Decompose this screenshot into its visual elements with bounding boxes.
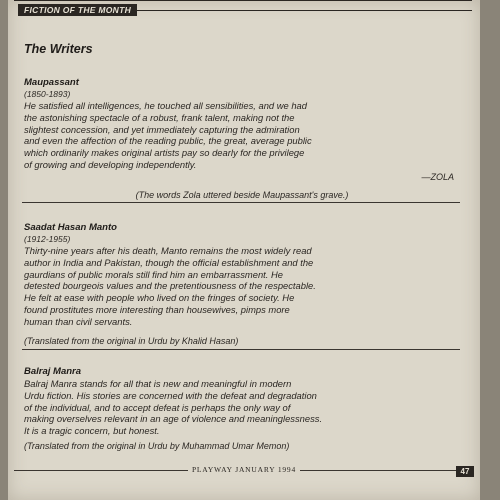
quote-attribution: —ZOLA (421, 171, 454, 182)
footer (8, 465, 480, 474)
text-line: and even the affection of the reading public, the great, average public (24, 135, 312, 147)
writer-maupassant (24, 77, 460, 200)
footer-publication: PLAYWAY JANUARY 1994 (188, 465, 300, 474)
text-line: Thirty-nine years after his death, Manto remains the most widely read (24, 245, 312, 256)
text-line: It is a tragic concern, but honest. (24, 425, 160, 437)
magazine-page (8, 0, 480, 500)
text-line: He satisfied all intelligences, he touched all sensibilities, and we had (24, 100, 307, 111)
section-header (14, 0, 472, 21)
text-line: He felt at ease with people who lived on the fringes of society. He (24, 292, 295, 304)
translation-note: (Translated from the original in Urdu by Muhammad Umar Memon) (24, 440, 290, 451)
text-line: Balraj Manra stands for all that is new and meaningful in modern (24, 378, 292, 389)
text-line: author in India and Pakistan, though the official establishment and the (24, 256, 314, 268)
text-line: gaurdians of public morals still find him an embarrassment. He (24, 268, 283, 280)
section-header-label: FICTION OF THE MONTH (18, 4, 137, 16)
page-number: 47 (456, 466, 474, 477)
writer-name: Maupassant (24, 77, 79, 88)
section-divider (22, 202, 460, 203)
writer-paragraph (24, 378, 460, 437)
writer-paragraph (24, 245, 460, 328)
section-divider (22, 349, 460, 350)
text-line: human than civil servants. (24, 315, 133, 327)
text-line: slightest concession, and yet immediately capturing the admiration (24, 123, 300, 135)
writer-dates: (1850-1893) (24, 89, 71, 99)
text-line: of growing and developing independently. (24, 158, 197, 170)
writer-dates: (1912-1955) (24, 234, 71, 244)
text-line: which ordinarily makes original artists pay so dearly for the privilege (24, 147, 305, 159)
text-line: the astonishing spectacle of a robust, frank talent, making not the (24, 111, 295, 123)
text-line: detested bourgeois values and the pretentiousness of the respectable. (24, 280, 316, 292)
quote-note: (The words Zola uttered beside Maupassant's grave.) (135, 189, 349, 200)
writer-name: Saadat Hasan Manto (24, 222, 117, 233)
page-title: The Writers (24, 42, 93, 56)
writer-name: Balraj Manra (24, 366, 82, 377)
header-rule (134, 10, 472, 11)
text-line: found prostitutes more interesting than housewives, pimps more (24, 303, 290, 315)
writer-manto (24, 222, 460, 346)
writer-manra (24, 366, 460, 451)
text-line: Urdu fiction. His stories are concerned with the defeat and degradation (24, 389, 317, 401)
writer-paragraph (24, 100, 460, 171)
translation-note: (Translated from the original in Urdu by Khalid Hasan) (24, 335, 239, 346)
text-line: making overselves relevant in an age of violence and meaninglessness. (24, 413, 323, 425)
text-line: of the individual, and to accept defeat is perhaps the only way of (24, 401, 291, 413)
